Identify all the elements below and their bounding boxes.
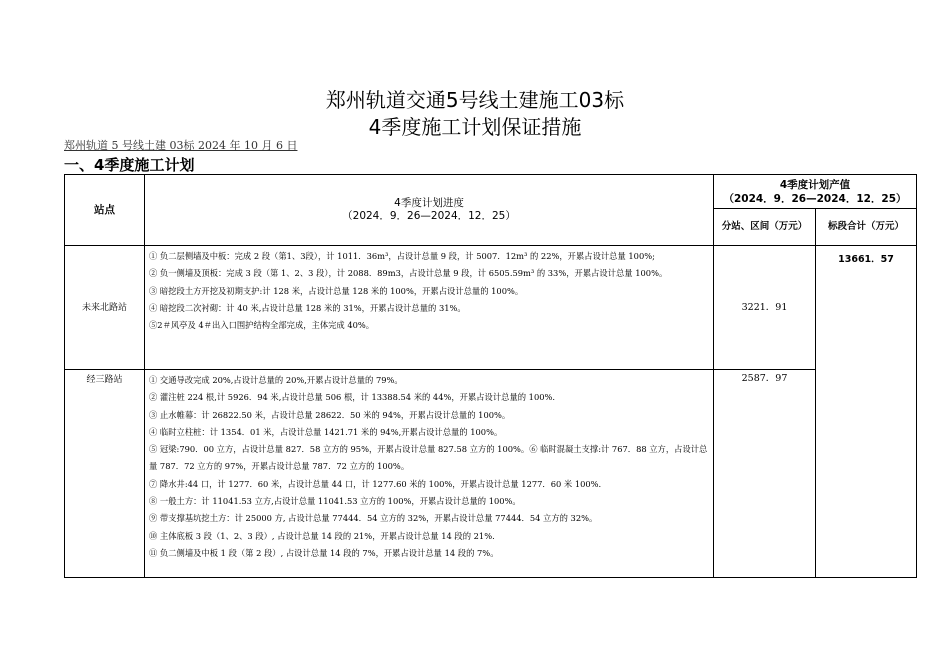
progress-item: ② 灌注桩 224 根,计 5926．94 米,占设计总量 506 根，计 13388.54 米的 44%，开累占设计总量的 100%. [149, 392, 556, 403]
table-row [65, 246, 917, 370]
progress-item: ⑤ 冠梁:790．00 立方，占设计总量 827．58 立方的 95%，开累占设计总量 827.58 立方的 100%。⑥ 临时混凝土支撑:计 767．88 立方，占设计总量 787．72 立方的 97%，开累占设计总量 787．72 立方的 100%。 [149, 444, 708, 472]
progress-item: ⑧ 一般土方：计 11041.53 立方,占设计总量 11041.53 立方的 100%，开累占设计总量的 100%。 [149, 496, 521, 507]
header-output [714, 175, 917, 209]
station-output-value: 2587．97 [714, 370, 816, 578]
progress-item: ① 交通导改完成 20%,占设计总量的 20%,开累占设计总量的 79%。 [149, 375, 403, 385]
station-name: 经三路站 [65, 370, 145, 578]
progress-item: ⑦ 降水井:44 口，计 1277．60 米，占设计总量 44 口，计 1277.60 米的 100%，开累占设计总量 1277．60 米 100%. [149, 478, 602, 489]
progress-item: ③ 暗挖段土方开挖及初期支护:计 128 米，占设计总量 128 米的 100%，开累占设计总量的 100%。 [149, 285, 524, 296]
header-progress [145, 175, 714, 246]
header-section-total: 标段合计（万元） [816, 209, 917, 246]
progress-item: ⑪ 负二侧墙及中板 1 段（第 2 段）, 占设计总量 14 段的 7%，开累占设计总量 14 段的 7%。 [149, 547, 499, 558]
progress-item: ⑤2＃风亭及 4＃出入口围护结构全部完成，主体完成 40%。 [149, 320, 375, 331]
progress-items [145, 370, 714, 578]
progress-item: ② 负一侧墙及顶板：完成 3 段（第 1、2、3 段），计 2088．89m3，占设计总量 9 段，计 6505.59m³ 的 33%，开累占设计总量 100%。 [149, 268, 668, 279]
station-output-value: 3221．91 [714, 246, 816, 370]
document-meta-line: 郑州轨道 5 号线土建 03标 2024 年 10 月 6 日 [64, 139, 298, 152]
header-progress-period: （2024．9．26—2024．12．25） [342, 210, 516, 222]
document-title: 郑州轨道交通5号线土建施工03标 [325, 88, 625, 112]
document-subtitle: 4季度施工计划保证措施 [368, 115, 582, 139]
header-sub-value: 分站、区间（万元） [714, 209, 816, 246]
progress-item: ③ 止水帷幕：计 26822.50 米，占设计总量 28622．50 米的 94%，开累占设计总量的 100%。 [149, 409, 511, 420]
progress-item: ① 负二层侧墙及中板：完成 2 段（第1、3段），计 1011．36m³，占设计总量 9 段，计 5007．12m³ 的 22%，开累占设计总量 100%; [149, 251, 655, 261]
table-row [65, 370, 917, 578]
progress-item: ④ 临时立柱桩：计 1354．01 米，占设计总量 1421.71 米的 94%,开累占设计总量的 100%。 [149, 426, 503, 437]
table-header-row [65, 175, 917, 209]
progress-item: ④ 暗挖段二次衬砌：计 40 米,占设计总量 128 米的 31%，开累占设计总量的 31%。 [149, 302, 466, 313]
progress-item: ⑩ 主体底板 3 段（1、2、3 段）, 占设计总量 14 段的 21%，开累占设计总量 14 段的 21%. [149, 530, 495, 541]
station-name: 未来北路站 [65, 246, 145, 370]
progress-item: ⑨ 带支撑基坑挖土方：计 25000 方, 占设计总量 77444．54 立方的 32%，开累占设计总量 77444．54 立方的 32%。 [149, 513, 598, 524]
header-progress-title: 4季度计划进度 [394, 197, 464, 209]
progress-items [145, 246, 714, 370]
section-total-value: 13661．57 [816, 246, 917, 578]
header-output-period: （2024．9．26—2024．12．25） [723, 192, 907, 205]
section-heading: 一、4季度施工计划 [64, 156, 195, 174]
header-output-title: 4季度计划产值 [779, 178, 851, 191]
plan-table [64, 174, 917, 578]
header-station: 站点 [65, 175, 145, 246]
